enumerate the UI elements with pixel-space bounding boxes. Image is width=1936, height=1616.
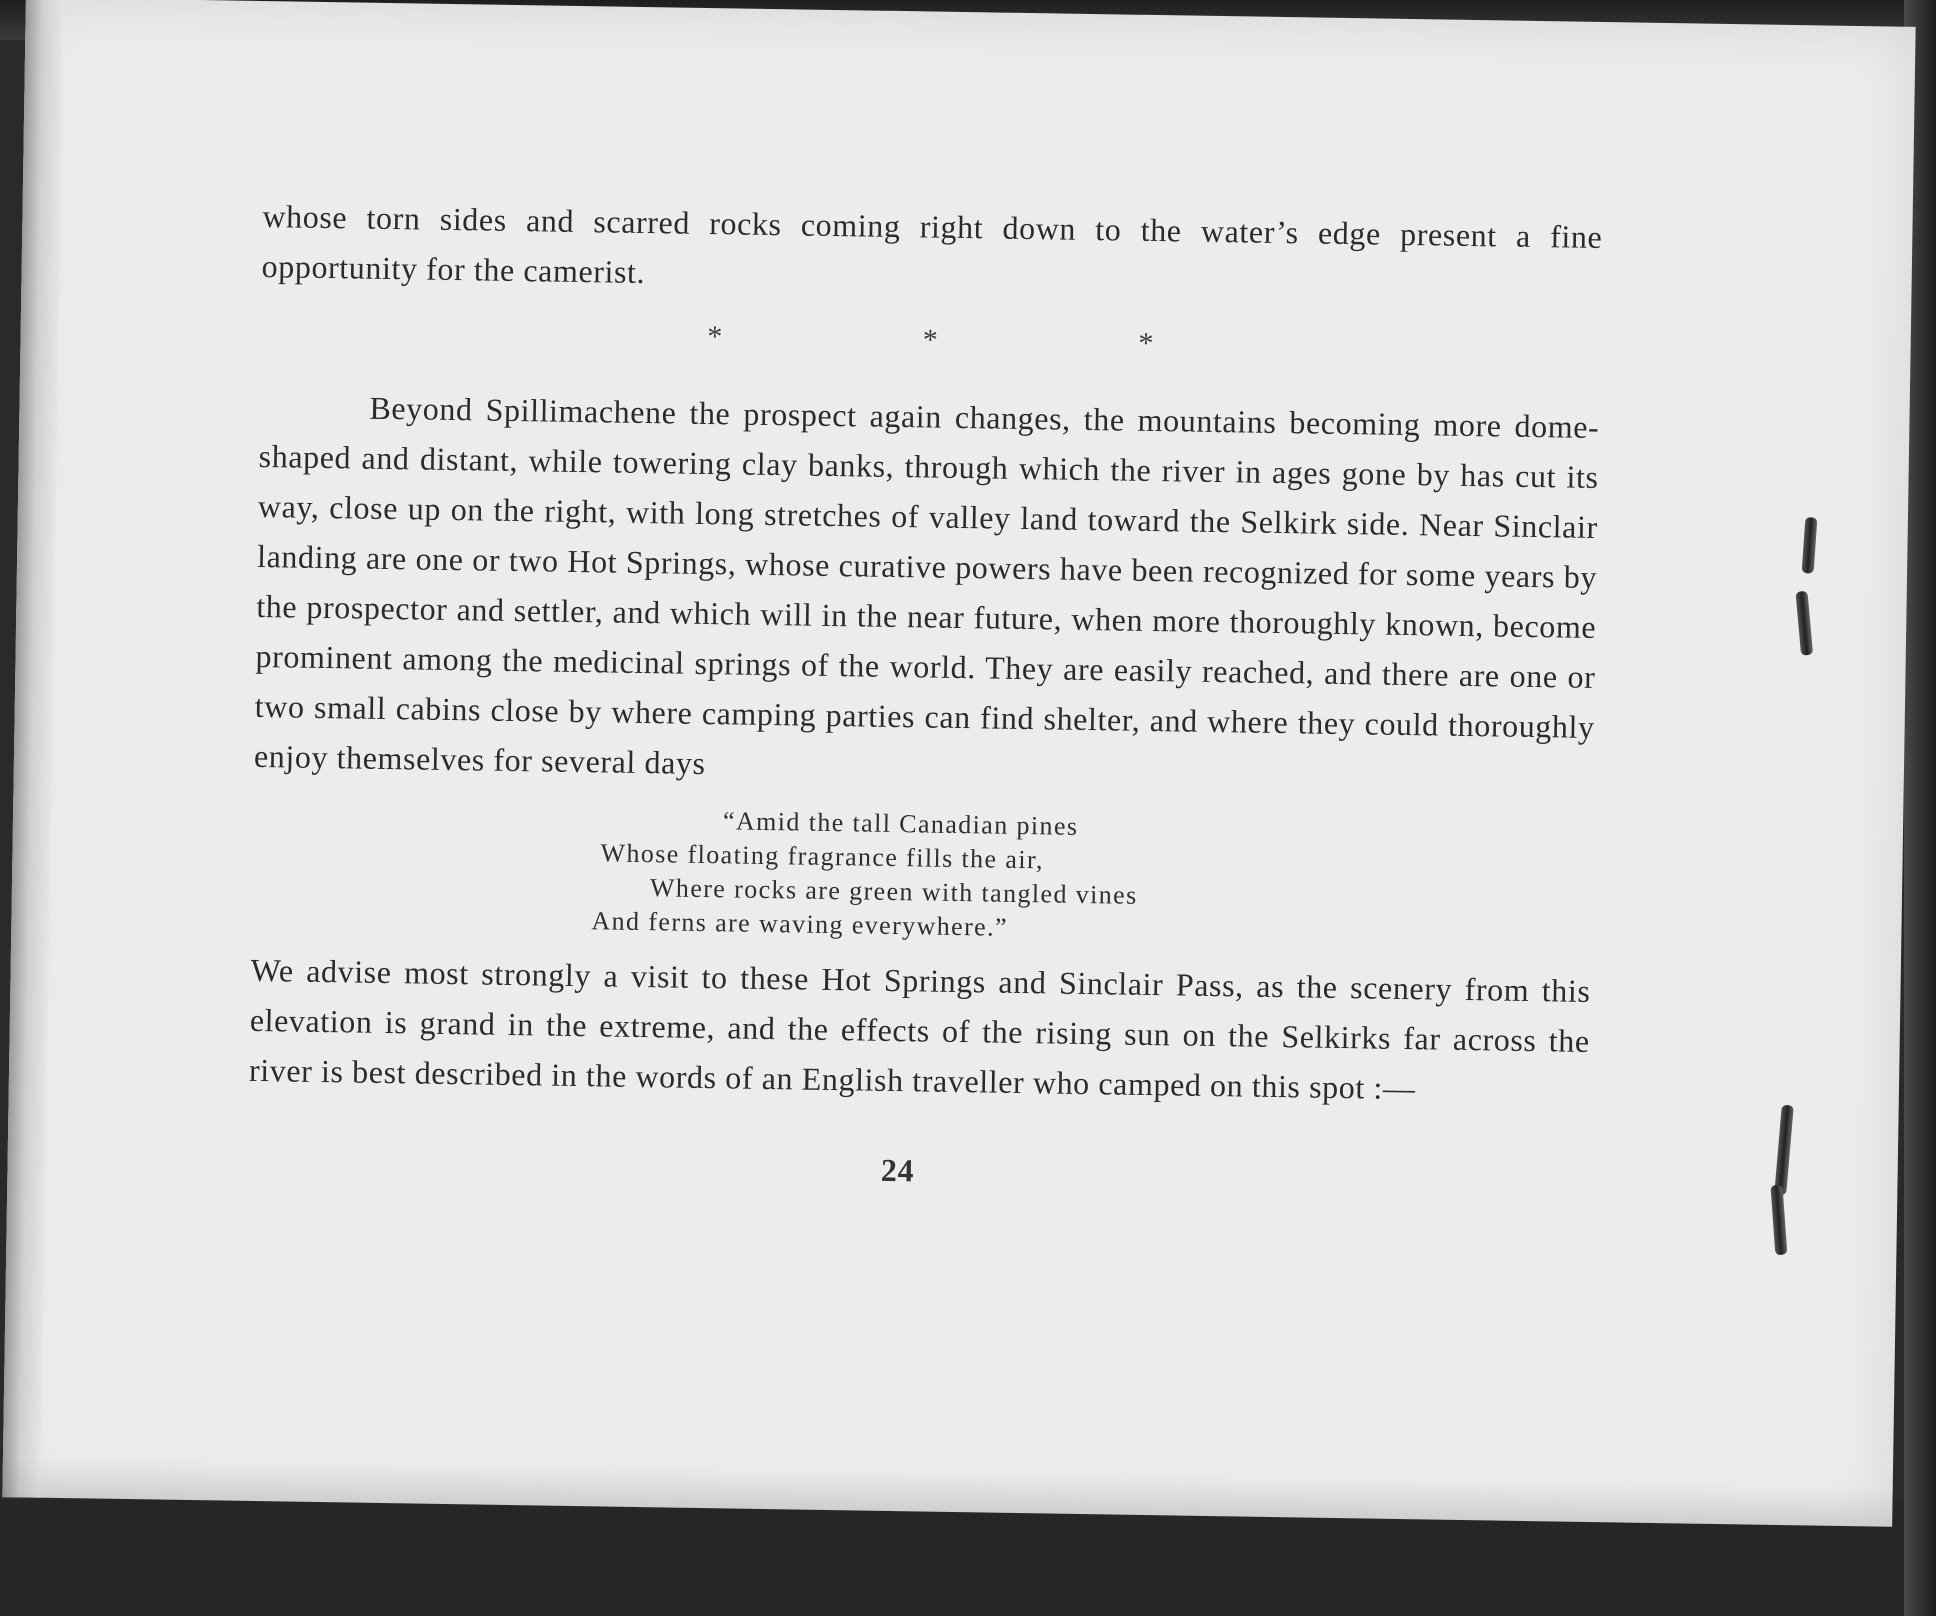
poem-line: “Amid the tall Canadian pines — [722, 806, 1079, 841]
binding-staple — [1795, 591, 1813, 656]
binding-staple — [1802, 517, 1818, 574]
poem-line: Where rocks are green with tangled vines — [649, 873, 1138, 910]
paragraph-3: We advise most strongly a visit to these Hot Springs and Sinclair Pass, as the scenery from this elevation is grand in the extreme, and the effects of the rising sun on the Selkirks far across the river is best described in the words of an English traveller who camped on this spot :— — [248, 951, 1591, 1107]
poem-quote — [251, 797, 1593, 954]
binding-staple — [1774, 1105, 1794, 1196]
separator-star: * — [706, 319, 724, 354]
page-text — [247, 191, 1602, 1206]
book-page — [2, 0, 1915, 1527]
poem-line: Whose floating fragrance fills the air, — [600, 838, 1045, 875]
page-edge — [2, 0, 64, 1498]
paragraph-1: whose torn sides and scarred rocks coming right down to the water’s edge present a fine opportunity for the camerist. — [261, 197, 1603, 291]
paragraph-2: Beyond Spillimachene the prospect again changes, the mountains becoming more dome-shaped and distant, while towering clay banks, through which the river in ages gone by has cut its way, close up on the right, with long stretches of valley land toward the Selkirk side. Near Sinclair landing are one or two Hot Springs, whose curative powers have been recognized for some years by the prospector and settler, and which will in the near future, when more thoroughly known, become prominent among the medicinal springs of the world. They are easily reached, and there are one or two small cabins close by where camping parties can find shelter, and where they could thoroughly enjoy themselves for several days — [253, 389, 1600, 782]
poem-line: And ferns are waving everywhere.” — [591, 906, 1009, 942]
separator-star: * — [1138, 326, 1155, 361]
section-separator — [260, 305, 1601, 376]
page-number: 24 — [880, 1151, 915, 1189]
separator-star: * — [922, 323, 939, 357]
binding-staple — [1770, 1185, 1787, 1256]
